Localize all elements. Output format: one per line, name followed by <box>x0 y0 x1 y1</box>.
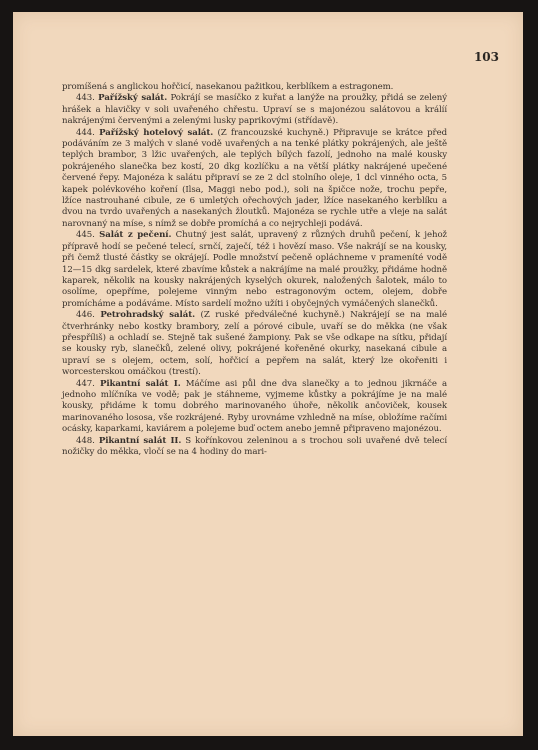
recipe-text: S kořínkovou zeleninou a s trochou soli uvařené dvě telecí nožičky do měkka, vločí se na 4 hodiny do mari- <box>62 435 448 457</box>
recipe-447 <box>62 379 447 436</box>
recipe-443 <box>62 93 447 127</box>
recipe-446 <box>62 310 447 378</box>
book-page <box>13 12 523 736</box>
recipe-number: 445. <box>76 230 95 241</box>
recipe-448 <box>62 436 447 459</box>
recipe-title: Petrohradský salát. <box>100 310 195 321</box>
recipe-number: 443. <box>76 93 95 104</box>
recipe-text: (Z francouzské kuchyně.) Připravuje se krátce před podáváním ze 3 malých v slané vodě uvařených a na tenké plátky pokrájených, ale ještě teplých brambor, 3 lžic uvařených, ale teplých bílých fazolí, jednoho na malé kousky pokrájeného slanečka bez kostí, 20 dkg kozlíčku a na větší plátky nakrájené upečené červené řepy. Majonéza k salátu připraví se ze 2 dcl stolního oleje, 1 dcl vinného octa, 5 kapek polévkového koření (Ilsa, Maggi nebo pod.), soli na špičce nože, trochu pepře, lžíce nastrouhané cibule, ze 6 umletých ořechových jader, lžíce nasekaného kerblíku a dvou na tvrdo uvařených a nasekaných žloutků. Majonéza se rychle utře a vleje na salát narovnaný na míse, s nímž se dobře promíchá a co nejrychleji podává. <box>62 127 448 229</box>
recipe-text: Chutný jest salát, upravený z různých druhů pečení, k jehož přípravě hodí se pečené telecí, srnčí, zaječí, též i hovězí maso. Vše nakrájí se na kousky, při čemž tlusté částky se okrájejí. Podle množství pečeně opláchneme v prameníté vodě 12—15 dkg sardelek, které zbavíme kůstek a nakrájíme na malé proužky, přidáme hodně kaparek, několik na kousky nakrájených kyselých okurek, naložených šalotek, málo to osolíme, opepříme, polejeme vinným nebo estragonovým octem, olejem, dobře promícháme a podáváme. Místo sardelí možno užíti i obyčejných vymáčených slanečků. <box>62 230 447 309</box>
recipe-title: Pikantní salát I. <box>99 378 181 389</box>
recipe-number: 446. <box>76 310 95 321</box>
recipe-title: Pařížský hotelový salát. <box>99 127 214 138</box>
recipe-title: Pařížský salát. <box>98 93 168 104</box>
paragraph-text: promíšená s anglickou hořčicí, nasekanou pažitkou, kerblíkem a estragonem. <box>62 82 394 92</box>
recipe-number: 447. <box>76 378 95 389</box>
recipe-text: (Z ruské předválečné kuchyně.) Nakrájejí se na malé čtverhránky nebo kostky brambory, zelí a pórové cibule, uvaří se do měkka (ne však přespříliš) a ochladí se. Stejně tak sušené žampiony. Pak se vše odkape na sítku, přidají se kousky ryb, slanečků, zelené olivy, pokrájené kořeněné okurky, nasekaná cibule a upraví se s olejem, octem, solí, hořčicí a pepřem na salát, který lze okořeniti i worcesterskou omáčkou (trestí). <box>62 310 448 378</box>
recipe-number: 444. <box>76 127 95 138</box>
recipe-number: 448. <box>76 435 95 446</box>
page-number: 103 <box>473 50 499 64</box>
paragraph-continuation <box>62 82 447 93</box>
recipe-445 <box>62 230 447 310</box>
recipe-444 <box>62 128 447 231</box>
recipe-title: Salát z pečení. <box>99 230 172 241</box>
recipe-text: Máčíme asi půl dne dva slanečky a to jednou jikrnáče a jednoho mlíčníka ve vodě; pak je stáhneme, vyjmeme kůstky a pokrájíme je na malé kousky, přidáme k tomu dobrého marinovaného úhoře, několik ančoviček, kousek marinovaného lososa, vše rozkrájené. Ryby urovnáme vzhledně na míse, obložíme račími ocásky, kaparkami, kaviárem a polejeme buď octem anebo jemně připraveno majonézou. <box>62 378 448 435</box>
recipe-title: Pikantní salát II. <box>98 435 182 446</box>
page-text <box>62 82 447 458</box>
recipe-text: Pokrájí se masíčko z kuřat a lanýže na proužky, přidá se zelený hrášek a hlavičky v soli uvařeného chřestu. Upraví se s majonézou salátovou a králíí nakrájenými červenými a zelenými lusky paprikovými (střídavě). <box>62 93 447 127</box>
